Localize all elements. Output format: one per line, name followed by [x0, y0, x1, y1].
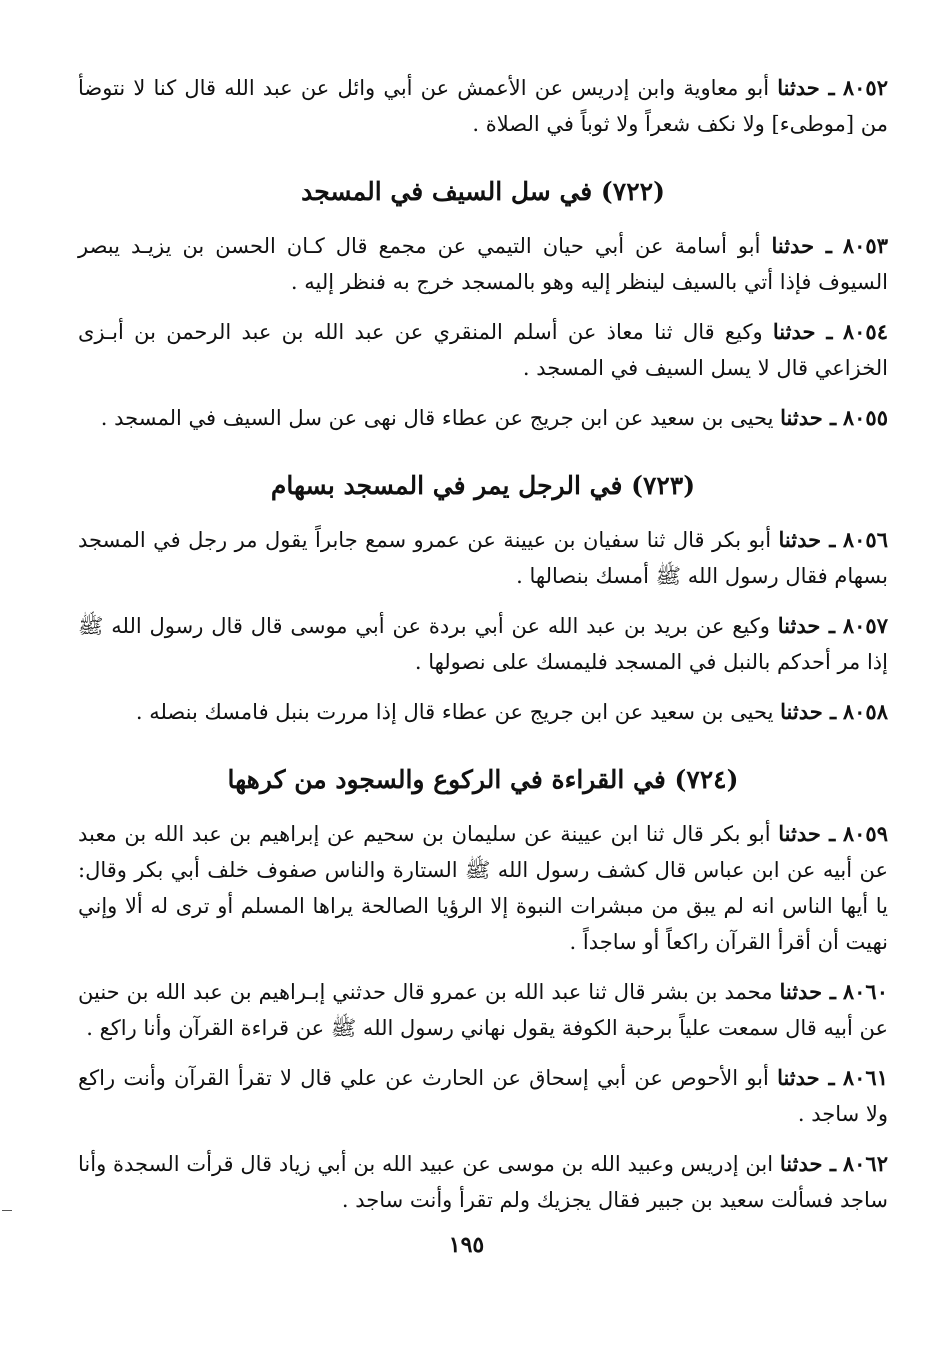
hadith-8056: [78, 522, 888, 594]
hadith-8057: [78, 608, 888, 680]
hadith-number: ٨٠٦٢: [842, 1151, 888, 1176]
hadith-number: ٨٠٥٢: [842, 75, 888, 100]
section-723: [78, 466, 888, 730]
hadith-8060: [78, 974, 888, 1046]
hadith-lead: ـ حدثنا: [778, 821, 836, 846]
hadith-number: ٨٠٥٥: [842, 405, 888, 430]
hadith-text: أبو أسامة عن أبي حيان التيمي عن مجمع قال كـان الحسن بن يزيـد يبصر السيوف فإذا أتي بالسيف لينظر إليه وهو بالمسجد خرج به فنظر إليه .: [78, 234, 888, 294]
hadith-lead: ـ حدثنا: [772, 319, 833, 344]
hadith-text: محمد بن بشر قال ثنا عبد الله بن عمرو قال حدثني إبـراهيم بن عبد الله بن حنين عن أبيه قال سمعت علياً برحبة الكوفة يقول نهاني رسول الله ﷺ عن قراءة القرآن وأنا راكع .: [78, 980, 888, 1040]
hadith-lead: ـ حدثنا: [779, 1151, 837, 1176]
hadith-8059: [78, 816, 888, 960]
hadith-lead: ـ حدثنا: [780, 405, 837, 430]
hadith-8053: [78, 228, 888, 300]
hadith-lead: ـ حدثنا: [779, 979, 836, 1004]
hadith-number: ٨٠٦١: [842, 1065, 888, 1090]
hadith-8058: [78, 694, 888, 730]
hadith-text: أبو الأحوص عن أبي إسحاق عن الحارث عن علي قال لا تقرأ القرآن وأنت راكع ولا ساجد .: [78, 1066, 888, 1126]
chapter-heading: (٧٢٤) في القراءة في الركوع والسجود من كرهها: [227, 765, 739, 794]
hadith-number: ٨٠٥٨: [842, 699, 888, 724]
hadith-lead: ـ حدثنا: [777, 613, 835, 638]
section-724: [78, 760, 888, 1218]
hadith-8061: [78, 1060, 888, 1132]
chapter-heading: (٧٢٣) في الرجل يمر في المسجد بسهام: [270, 471, 696, 500]
hadith-text: وكيع قال ثنا معاذ عن أسلم المنقري عن عبد الله بن عبد الرحمن بن أبـزى الخزاعي قال لا يسل السيف في المسجد .: [78, 320, 888, 380]
hadith-number: ٨٠٥٣: [842, 233, 888, 258]
hadith-8052: [78, 70, 888, 142]
section-722: [78, 172, 888, 436]
margin-mark: [2, 1210, 12, 1211]
hadith-lead: ـ حدثنا: [777, 75, 835, 100]
hadith-8055: [78, 400, 888, 436]
hadith-text: يحيى بن سعيد عن ابن جريج عن عطاء قال نهى عن سل السيف في المسجد .: [100, 406, 781, 430]
hadith-lead: ـ حدثنا: [780, 699, 837, 724]
hadith-text: أبو بكر قال ثنا سفيان بن عيينة عن عمرو سمع جابراً يقول مر رجل في المسجد بسهام فقال رسول الله ﷺ أمسك بنصالها .: [78, 528, 888, 588]
hadith-text: وكيع عن بريد بن عبد الله عن أبي بردة عن أبي موسى قال قال رسول الله ﷺ إذا مر أحدكم بالنبل في المسجد فليمسك على نصولها .: [78, 614, 888, 674]
hadith-text: أبو معاوية وابن إدريس عن الأعمش عن أبي وائل عن عبد الله قال كنا لا نتوضأ من [موطىء] ولا نكف شعراً ولا ثوباً في الصلاة .: [78, 76, 888, 136]
hadith-8054: [78, 314, 888, 386]
hadith-lead: ـ حدثنا: [778, 527, 836, 552]
hadith-lead: ـ حدثنا: [777, 1065, 835, 1090]
hadith-number: ٨٠٥٧: [842, 613, 888, 638]
hadith-number: ٨٠٥٩: [842, 821, 888, 846]
page-body: [78, 70, 888, 1232]
hadith-text: يحيى بن سعيد عن ابن جريج عن عطاء قال إذا مررت بنبل فامسك بنصله .: [135, 700, 781, 724]
hadith-text: أبو بكر قال ثنا ابن عيينة عن سليمان بن سحيم عن إبراهيم بن عبد الله بن معبد عن أبيه عن ابن عباس قال كشف رسول الله ﷺ الستارة والناس صفوف خلف أبي بكر وقال: يا أيها الناس انه لم يبق من مبشرات النبوة إلا الرؤيا الصالحة يراها المسلم أو ترى له ألا وإني نهيت أن أقرأ القرآن راكعاً أو ساجداً .: [78, 822, 888, 954]
section-continuation: [78, 70, 888, 142]
hadith-number: ٨٠٦٠: [842, 979, 888, 1004]
hadith-number: ٨٠٥٦: [842, 527, 888, 552]
page-number: ١٩٥: [448, 1232, 485, 1258]
hadith-lead: ـ حدثنا: [771, 233, 832, 258]
hadith-8062: [78, 1146, 888, 1218]
hadith-number: ٨٠٥٤: [842, 319, 888, 344]
chapter-heading: (٧٢٢) في سل السيف في المسجد: [301, 177, 665, 206]
hadith-text: ابن إدريس وعبيد الله بن موسى عن عبيد الله بن أبي زياد قال قرأت السجدة وأنا ساجد فسألت سعيد بن جبير فقال يجزيك ولم تقرأ وأنت ساجد .: [78, 1152, 888, 1212]
